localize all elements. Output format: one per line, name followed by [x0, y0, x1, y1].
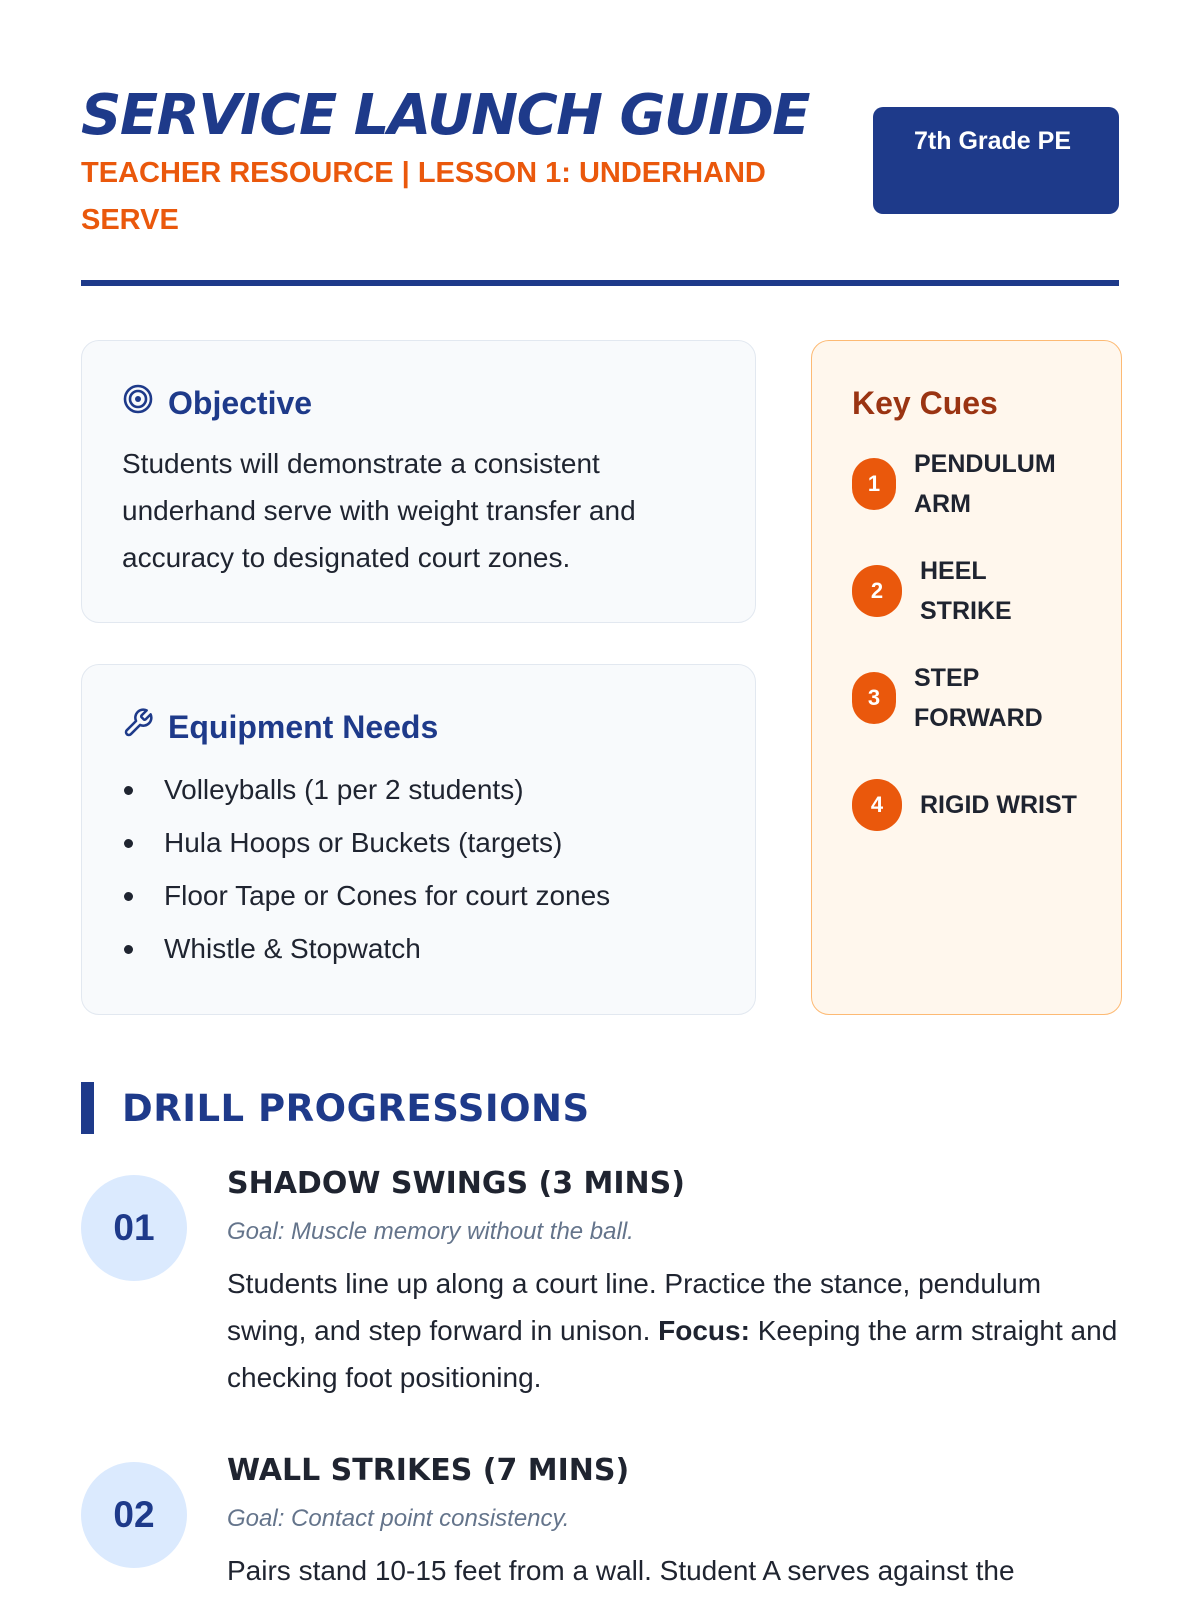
cue-item: [852, 756, 1121, 853]
equipment-item: Volleyballs (1 per 2 students): [122, 763, 715, 816]
section-accent-bar: [81, 1082, 94, 1134]
equipment-card: [81, 664, 756, 1015]
objective-text: Students will demonstrate a consistent underhand serve with weight transfer and accuracy to designated court zones.: [122, 448, 636, 573]
cue-label: STEP FORWARD: [914, 663, 1043, 732]
objective-card: [81, 340, 756, 623]
drill-body: [227, 1166, 1119, 1401]
equipment-item: Hula Hoops or Buckets (targets): [122, 816, 715, 869]
cue-number: 1: [852, 458, 896, 510]
cue-number: 2: [852, 565, 902, 617]
page-title: SERVICE LAUNCH GUIDE: [81, 83, 810, 148]
section-title: DRILL PROGRESSIONS: [122, 1086, 590, 1130]
objective-heading: [122, 381, 715, 425]
drill-number: 01: [81, 1175, 187, 1281]
drill-goal: Goal: Muscle memory without the ball.: [227, 1218, 634, 1245]
target-icon: [122, 383, 154, 423]
header: [81, 0, 1119, 290]
cue-label: PENDULUM ARM: [914, 449, 1056, 518]
drill-goal: Goal: Contact point consistency.: [227, 1505, 570, 1532]
page-subtitle: TEACHER RESOURCE | LESSON 1: UNDERHAND SERVE: [81, 157, 766, 236]
cue-number: 3: [852, 672, 896, 724]
drill-focus-label: Focus:: [658, 1315, 750, 1346]
cue-item: [852, 649, 1121, 746]
objective-heading-label: Objective: [168, 384, 313, 421]
cue-item: [852, 435, 1121, 532]
equipment-item: Floor Tape or Cones for court zones: [122, 869, 715, 922]
drill-desc-focus: Keeping the arm straight and checking foot positioning.: [227, 1315, 1118, 1393]
cue-item: [852, 542, 1121, 639]
header-divider: [81, 280, 1119, 286]
drill-description: [227, 1547, 1119, 1594]
drill-title: WALL STRIKES (7 MINS): [227, 1453, 630, 1488]
wrench-icon: [122, 707, 154, 747]
drill-progressions-heading: [81, 1082, 590, 1134]
equipment-heading-label: Equipment Needs: [168, 708, 439, 745]
cue-number: 4: [852, 779, 902, 831]
drill-desc-text: Students line up along a court line. Practice the stance, pendulum swing, and step forward in unison.: [227, 1268, 1042, 1346]
drill-description: [227, 1260, 1119, 1401]
key-cues-card: [811, 340, 1122, 1015]
equipment-heading: [122, 705, 715, 749]
drill-number: 02: [81, 1462, 187, 1568]
grade-badge: 7th Grade PE: [873, 107, 1119, 214]
drill-body: [227, 1453, 1119, 1594]
drill-title: SHADOW SWINGS (3 MINS): [227, 1166, 685, 1201]
cue-label: HEEL STRIKE: [920, 556, 1012, 625]
equipment-list: [122, 763, 715, 975]
key-cues-heading: Key Cues: [852, 385, 998, 421]
equipment-item: Whistle & Stopwatch: [122, 922, 715, 975]
cue-label: RIGID WRIST: [920, 790, 1077, 819]
drill-desc-text: Pairs stand 10-15 feet from a wall. Student A serves against the: [227, 1555, 1015, 1586]
info-grid: [81, 290, 1119, 1010]
